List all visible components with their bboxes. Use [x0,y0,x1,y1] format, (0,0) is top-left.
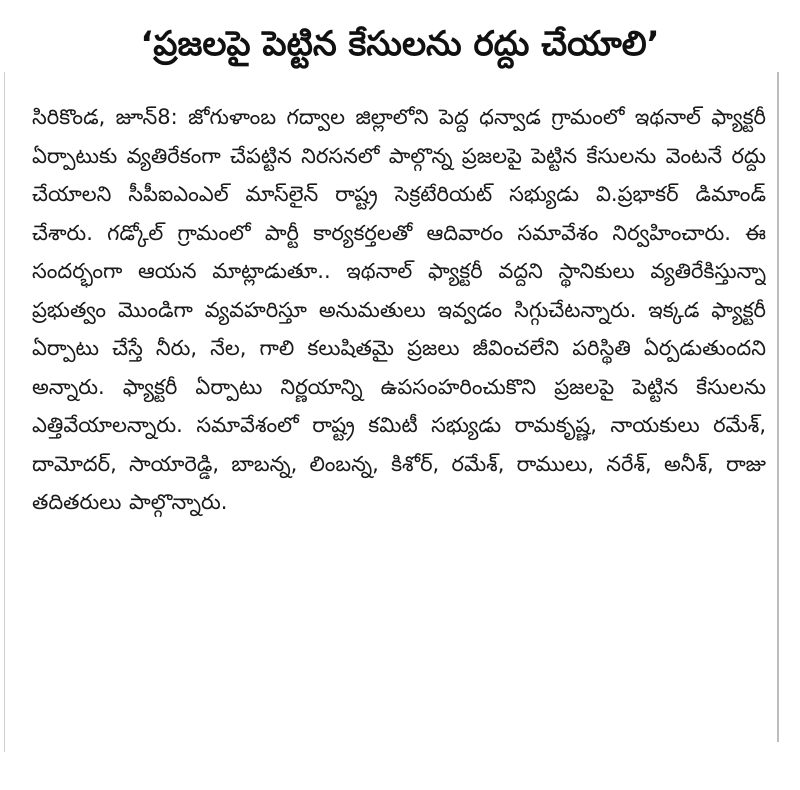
column-rule-left [4,72,5,752]
article-body: సిరికొండ, జూన్8: జోగుళాంబ గద్వాల జిల్లాలోని పెద్ద ధన్వాడ గ్రామంలో ఇథనాల్ ఫ్యాక్టరీ ఏర్పాటుకు వ్యతిరేకంగా చేపట్టిన నిరసనలో పాల్గొన్న ప్రజలపై పెట్టిన కేసులను వెంటనే రద్దు చేయాలని సీపీఐఎంఎల్ మాస్‌లైన్ రాష్ట్ర సెక్రటేరియట్ సభ్యుడు వి.ప్రభాకర్ డిమాండ్ చేశారు. గడ్కోల్ గ్రామంలో పార్టీ కార్యకర్తలతో ఆదివారం సమావేశం నిర్వహించారు. ఈ సందర్భంగా ఆయన మాట్లాడుతూ.. ఇథనాల్ ఫ్యాక్టరీ వద్దని స్థానికులు వ్యతిరేకిస్తున్నా ప్రభుత్వం మొండిగా వ్యవహరిస్తూ అనుమతులు ఇవ్వడం సిగ్గుచేటన్నారు. ఇక్కడ ఫ్యాక్టరీ ఏర్పాటు చేస్తే నీరు, నేల, గాలి కలుషితమై ప్రజలు జీవించలేని పరిస్థితి ఏర్పడుతుందని అన్నారు. ఫ్యాక్టరీ ఏర్పాటు నిర్ణయాన్ని ఉపసంహరించుకొని ప్రజలపై పెట్టిన కేసులను ఎత్తివేయాలన్నారు. సమావేశంలో రాష్ట్ర కమిటీ సభ్యుడు రామకృష్ణ, నాయకులు రమేశ్, దామోదర్, సాయారెడ్డి, బాబన్న, లింబన్న, కిశోర్, రమేశ్, రాములు, నరేశ్, అనీశ్, రాజు తదితరులు పాల్గొన్నారు. [32,105,766,514]
article-headline: ‘ప్రజలపై పెట్టిన కేసులను రద్దు చేయాలి’ [140,24,660,64]
column-rule-right [777,72,779,742]
